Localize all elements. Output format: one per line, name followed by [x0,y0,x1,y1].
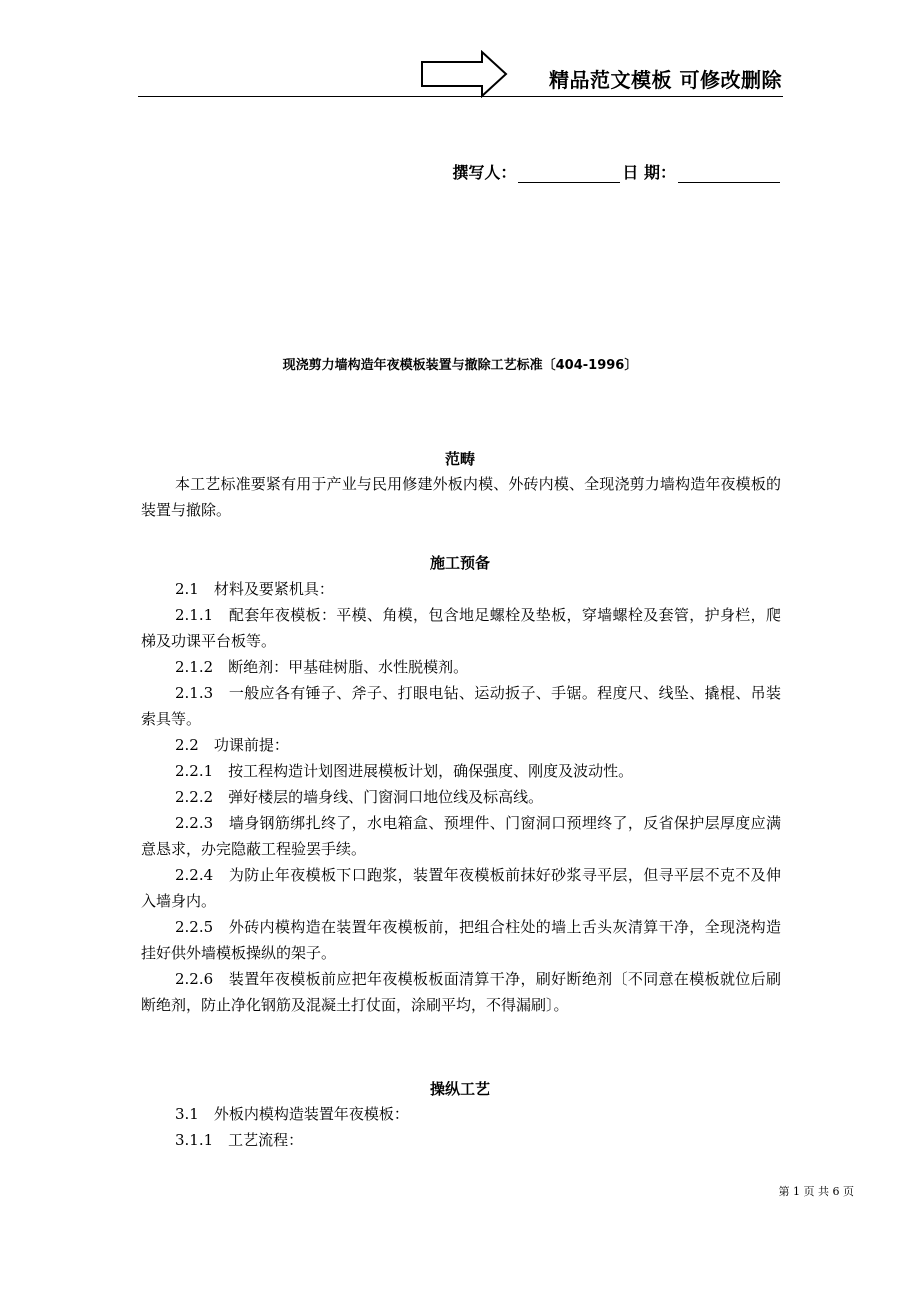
prep-item: 2.2.3 墙身钢筋绑扎终了，水电箱盒、预埋件、门窗洞口预埋终了，反省保护层厚度应满意恳求，办完隐蔽工程验罢手续。 [141,814,781,858]
prep-item: 2.1 材料及要紧机具： [175,580,334,598]
header-title: 精品范文模板 可修改删除 [549,68,782,92]
prep-item: 2.2.6 装置年夜模板前应把年夜模板板面清算干净，刷好断绝剂〔不同意在模板就位后刷断绝剂，防止净化钢筋及混凝土打仗面，涂刷平均，不得漏刷〕。 [141,970,781,1014]
author-blank-field [518,164,620,183]
date-blank-field [678,164,780,183]
author-date-line [452,160,782,183]
header-divider [138,96,783,97]
prep-item: 2.1.3 一般应各有锤子、斧子、打眼电钻、运动扳子、手锯。程度尺、线坠、撬棍、吊装索具等。 [141,684,781,728]
prep-item: 2.1.2 断绝剂：甲基硅树脂、水性脱模剂。 [175,658,469,676]
section-heading-prep: 施工预备 [429,554,490,572]
document-title: 现浇剪力墙构造年夜模板装置与撤除工艺标准〔404-1996〕 [282,358,638,373]
prep-item: 2.2.5 外砖内模构造在装置年夜模板前，把组合柱处的墙上舌头灰清算干净，全现浇构造挂好供外墙模板操纵的架子。 [141,918,781,962]
process-item: 3.1 外板内模构造装置年夜模板： [175,1105,409,1123]
arrow-right-outline-icon [420,50,508,98]
date-label: 日 期： [622,163,676,182]
author-label: 撰写人： [452,163,517,182]
prep-item: 2.2.4 为防止年夜模板下口跑浆，装置年夜模板前抹好砂浆寻平层，但寻平层不克不及伸入墙身内。 [141,866,781,910]
prep-item: 2.2 功课前提： [175,736,289,754]
prep-item: 2.2.1 按工程构造计划图进展模板计划，确保强度、刚度及波动性。 [175,762,634,780]
section-heading-scope: 范畴 [444,450,475,468]
prep-item: 2.1.1 配套年夜模板：平模、角模，包含地足螺栓及垫板，穿墙螺栓及套管，护身栏，爬梯及功课平台板等。 [141,606,781,650]
prep-item: 2.2.2 弹好楼层的墙身线、门窗洞口地位线及标高线。 [175,788,544,806]
section-heading-process: 操纵工艺 [429,1080,490,1098]
process-item: 3.1.1 工艺流程： [175,1131,304,1149]
page-number: 第 1 页 共 6 页 [778,1185,854,1198]
scope-paragraph: 本工艺标准要紧有用于产业与民用修建外板内模、外砖内模、全现浇剪力墙构造年夜模板的装置与撤除。 [141,475,781,519]
